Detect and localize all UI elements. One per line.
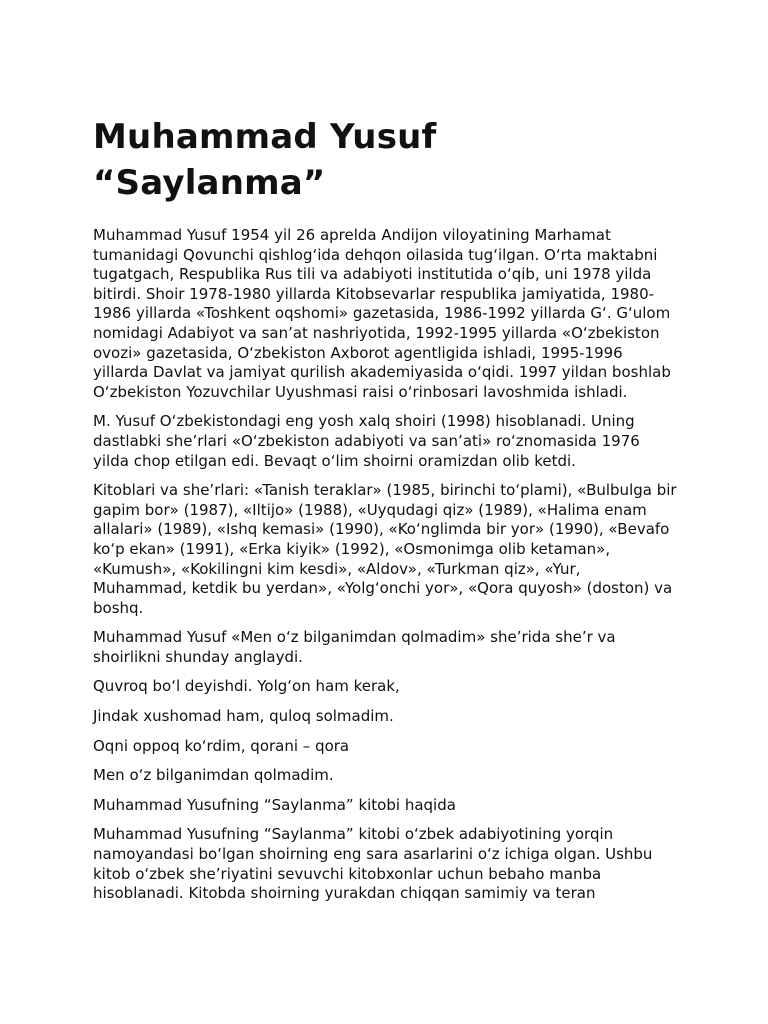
- section-heading: Muhammad Yusufning “Saylanma” kitobi haqida: [93, 795, 456, 814]
- poem-line-1: Quvroq bo‘l deyishdi. Yolg‘on ham kerak,: [93, 677, 400, 696]
- poem-line-3: Oqni oppoq ko‘rdim, qorani – qora: [93, 736, 350, 755]
- title-line-2: “Saylanma”: [93, 163, 326, 203]
- paragraph-national-poet: M. Yusuf O‘zbekistondagi eng yosh xalq shoiri (1998) hisoblanadi. Uning dastlabki she’rlari «O‘zbekiston adabiyoti va san’ati» ro‘znomasida 1976 yilda chop etilgan edi. Bevaqt o‘lim shoirni oramizdan olib ketdi.: [93, 412, 640, 470]
- paragraph-poem-intro: Muhammad Yusuf «Men o‘z bilganimdan qolmadim» she’rida she’r va shoirlikni shunday anglaydi.: [93, 628, 616, 666]
- poem-line-2: Jindak xushomad ham, quloq solmadim.: [93, 707, 394, 726]
- paragraph-books: Kitoblari va she’rlari: «Tanish teraklar» (1985, birinchi to‘plami), «Bulbulga bir gapim bor» (1987), «Iltijo» (1988), «Uyqudagi qiz» (1989), «Halima enam allalari» (1989), «Ishq kemasi» (1990), «Ko‘nglimda bir yor» (1990), «Bevafo ko‘p ekan» (1991), «Erka kiyik» (1992), «Osmonimga olib ketaman», «Kumush», «Kokilingni kim kesdi», «Aldov», «Turkman qiz», «Yur, Muhammad, ketdik bu yerdan», «Yolg‘onchi yor», «Qora quyosh» (doston) va boshq.: [93, 481, 677, 617]
- title-line-1: Muhammad Yusuf: [93, 117, 437, 157]
- poem-line-4: Men o‘z bilganimdan qolmadim.: [93, 766, 334, 785]
- paragraph-biography: Muhammad Yusuf 1954 yil 26 aprelda Andijon viloyatining Marhamat tumanidagi Qovunchi qishlog‘ida dehqon oilasida tug‘ilgan. O‘rta maktabni tugatgach, Respublika Rus tili va adabiyoti institutida o‘qib, uni 1978 yilda bitirdi. Shoir 1978-1980 yillarda Kitobsevarlar respublika jamiyatida, 1980-1986 yillarda «Toshkent oqshomi» gazetasida, 1986-1992 yillarda G‘. G‘ulom nomidagi Adabiyot va san’at nashriyotida, 1992-1995 yillarda «O‘zbekiston ovozi» gazetasida, O‘zbekiston Axborot agentligida ishladi, 1995-1996 yillarda Davlat va jamiyat qurilish akademiyasida o‘qidi. 1997 yildan boshlab O‘zbekiston Yozuvchilar Uyushmasi raisi o‘rinbosari lavoshmida ishladi.: [93, 226, 671, 401]
- document-title: [93, 114, 678, 206]
- document-page: [93, 114, 678, 914]
- paragraph-about-book: Muhammad Yusufning “Saylanma” kitobi o‘zbek adabiyotining yorqin namoyandasi bo‘lgan shoirning eng sara asarlarini o‘z ichiga olgan. Ushbu kitob o‘zbek she’riyatini sevuvchi kitobxonlar uchun bebaho manba hisoblanadi. Kitobda shoirning yurakdan chiqqan samimiy va teran: [93, 825, 653, 903]
